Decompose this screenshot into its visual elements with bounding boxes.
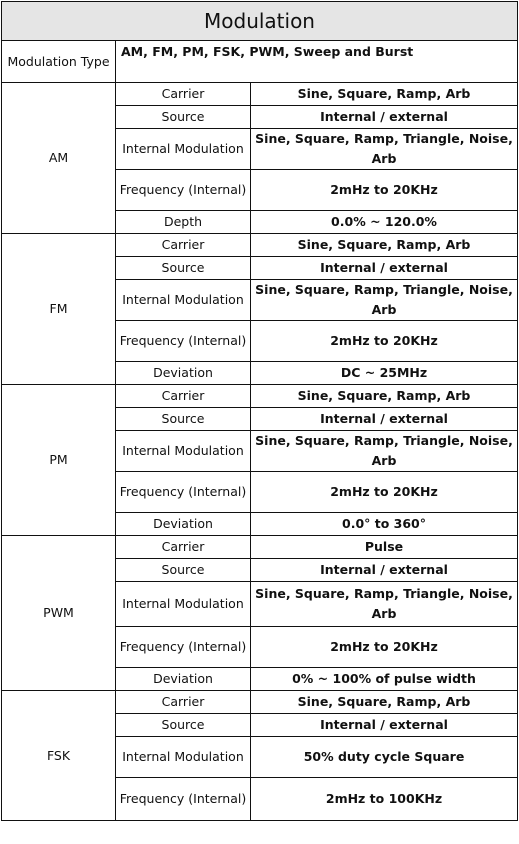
- parameter-label: Carrier: [116, 691, 251, 714]
- parameter-label: Deviation: [116, 513, 251, 536]
- parameter-label: Carrier: [116, 234, 251, 257]
- table-row: [2, 691, 518, 714]
- parameter-label: Internal Modulation: [116, 582, 251, 627]
- title-row: [2, 2, 518, 41]
- table-row: [2, 83, 518, 106]
- modulation-type-row: [2, 41, 518, 83]
- parameter-value: Internal / external: [251, 714, 518, 737]
- parameter-value: Sine, Square, Ramp, Triangle, Noise, Arb: [251, 431, 518, 472]
- parameter-label: Source: [116, 106, 251, 129]
- parameter-value: 2mHz to 100KHz: [251, 778, 518, 821]
- parameter-value: Internal / external: [251, 257, 518, 280]
- parameter-label: Frequency (Internal): [116, 627, 251, 668]
- parameter-label: Frequency (Internal): [116, 778, 251, 821]
- parameter-value: Sine, Square, Ramp, Arb: [251, 385, 518, 408]
- parameter-value: 2mHz to 20KHz: [251, 321, 518, 362]
- parameter-value: Internal / external: [251, 559, 518, 582]
- parameter-value: Sine, Square, Ramp, Arb: [251, 234, 518, 257]
- modulation-type-label: Modulation Type: [2, 41, 116, 83]
- table-row: [2, 536, 518, 559]
- parameter-value: 0.0% ~ 120.0%: [251, 211, 518, 234]
- group-name-fm: FM: [2, 234, 116, 385]
- group-name-fsk: FSK: [2, 691, 116, 821]
- parameter-value: 2mHz to 20KHz: [251, 472, 518, 513]
- parameter-value: Pulse: [251, 536, 518, 559]
- parameter-label: Frequency (Internal): [116, 321, 251, 362]
- parameter-value: Sine, Square, Ramp, Arb: [251, 83, 518, 106]
- parameter-value: 50% duty cycle Square: [251, 737, 518, 778]
- parameter-label: Source: [116, 257, 251, 280]
- parameter-label: Source: [116, 559, 251, 582]
- parameter-value: 2mHz to 20KHz: [251, 170, 518, 211]
- parameter-value: Sine, Square, Ramp, Triangle, Noise, Arb: [251, 582, 518, 627]
- parameter-label: Depth: [116, 211, 251, 234]
- parameter-label: Source: [116, 408, 251, 431]
- modulation-spec-table: [1, 1, 518, 821]
- parameter-value: 0% ~ 100% of pulse width: [251, 668, 518, 691]
- parameter-label: Carrier: [116, 536, 251, 559]
- parameter-label: Internal Modulation: [116, 431, 251, 472]
- table-title: Modulation: [2, 2, 518, 41]
- parameter-label: Internal Modulation: [116, 129, 251, 170]
- parameter-value: Sine, Square, Ramp, Triangle, Noise, Arb: [251, 280, 518, 321]
- table-row: [2, 234, 518, 257]
- parameter-value: Sine, Square, Ramp, Arb: [251, 691, 518, 714]
- group-name-am: AM: [2, 83, 116, 234]
- parameter-value: Sine, Square, Ramp, Triangle, Noise, Arb: [251, 129, 518, 170]
- parameter-value: 0.0° to 360°: [251, 513, 518, 536]
- parameter-value: Internal / external: [251, 106, 518, 129]
- spec-table-body: [2, 2, 518, 821]
- parameter-label: Carrier: [116, 83, 251, 106]
- parameter-label: Internal Modulation: [116, 737, 251, 778]
- group-name-pwm: PWM: [2, 536, 116, 691]
- parameter-label: Frequency (Internal): [116, 472, 251, 513]
- parameter-label: Carrier: [116, 385, 251, 408]
- parameter-label: Source: [116, 714, 251, 737]
- parameter-value: DC ~ 25MHz: [251, 362, 518, 385]
- parameter-label: Internal Modulation: [116, 280, 251, 321]
- parameter-label: Deviation: [116, 362, 251, 385]
- parameter-label: Deviation: [116, 668, 251, 691]
- table-row: [2, 385, 518, 408]
- parameter-value: 2mHz to 20KHz: [251, 627, 518, 668]
- parameter-value: Internal / external: [251, 408, 518, 431]
- modulation-type-value: AM, FM, PM, FSK, PWM, Sweep and Burst: [116, 41, 518, 83]
- group-name-pm: PM: [2, 385, 116, 536]
- parameter-label: Frequency (Internal): [116, 170, 251, 211]
